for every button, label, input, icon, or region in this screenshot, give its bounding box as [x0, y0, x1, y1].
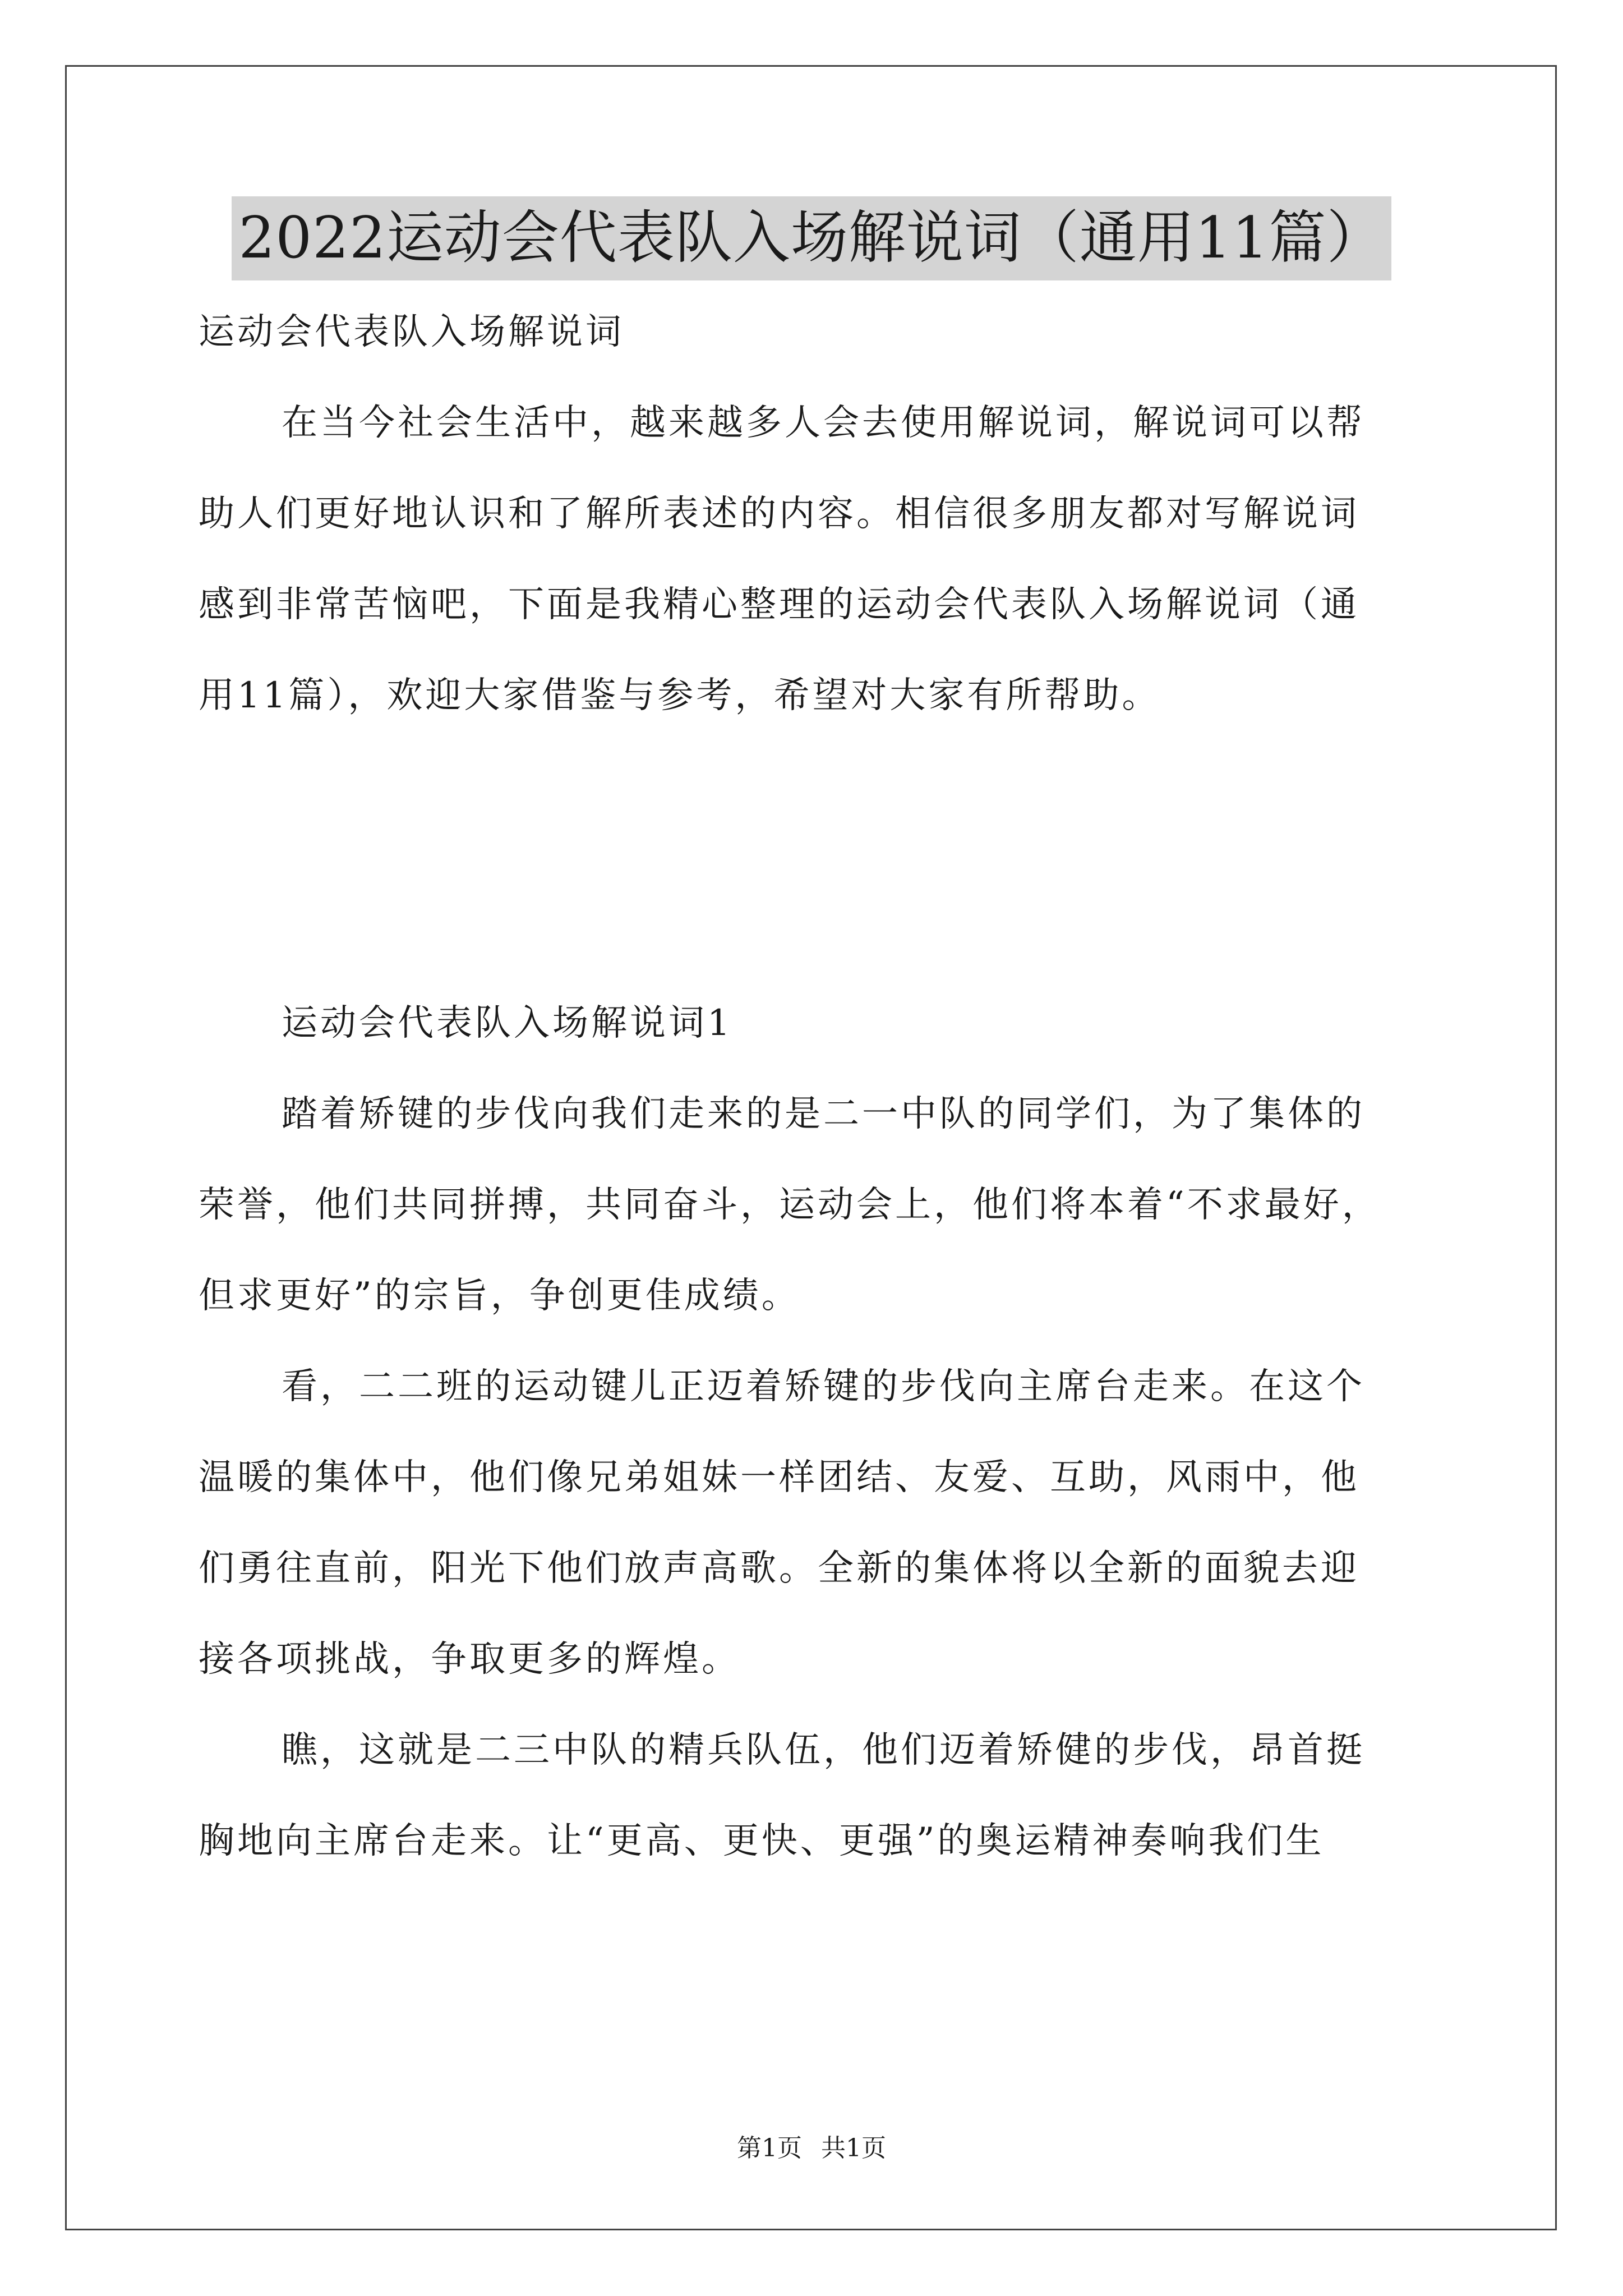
page-border [65, 65, 1557, 2230]
section-heading: 运动会代表队入场解说词1 [282, 1002, 733, 1044]
page-footer [0, 2132, 1623, 2165]
paragraph-line: 胸地向主席台走来。让“更高、更快、更强”的奥运精神奏响我们生 [199, 1820, 1325, 1862]
paragraph-line: 用11篇），欢迎大家借鉴与参考，希望对大家有所帮助。 [199, 675, 1161, 716]
page-total-count: 共1页 [821, 2134, 886, 2162]
title-container [0, 196, 1623, 280]
paragraph-line: 在当今社会生活中，越来越多人会去使用解说词，解说词可以帮 [282, 402, 1365, 444]
paragraph-line: 看，二二班的运动键儿正迈着矫键的步伐向主席台走来。在这个 [282, 1366, 1365, 1407]
paragraph-line: 接各项挑战，争取更多的辉煌。 [199, 1639, 740, 1680]
paragraph-line: 感到非常苦恼吧，下面是我精心整理的运动会代表队入场解说词（通 [199, 584, 1359, 625]
paragraph-line: 温暖的集体中，他们像兄弟姐妹一样团结、友爱、互助，风雨中，他 [199, 1457, 1359, 1498]
page-current-number: 第1页 [737, 2134, 802, 2162]
document-title: 2022运动会代表队入场解说词（通用11篇） [232, 196, 1391, 280]
paragraph-line: 但求更好”的宗旨，争创更佳成绩。 [199, 1275, 800, 1317]
paragraph-line: 助人们更好地认识和了解所表述的内容。相信很多朋友都对写解说词 [199, 493, 1359, 535]
paragraph-line: 们勇往直前，阳光下他们放声高歌。全新的集体将以全新的面貌去迎 [199, 1548, 1359, 1589]
paragraph-line: 踏着矫键的步伐向我们走来的是二一中队的同学们，为了集体的 [282, 1093, 1365, 1135]
subtitle: 运动会代表队入场解说词 [199, 311, 624, 353]
paragraph-line: 荣誉，他们共同拼搏，共同奋斗，运动会上，他们将本着“不求最好， [199, 1184, 1381, 1226]
paragraph-line: 瞧，这就是二三中队的精兵队伍，他们迈着矫健的步伐，昂首挺 [282, 1729, 1365, 1771]
